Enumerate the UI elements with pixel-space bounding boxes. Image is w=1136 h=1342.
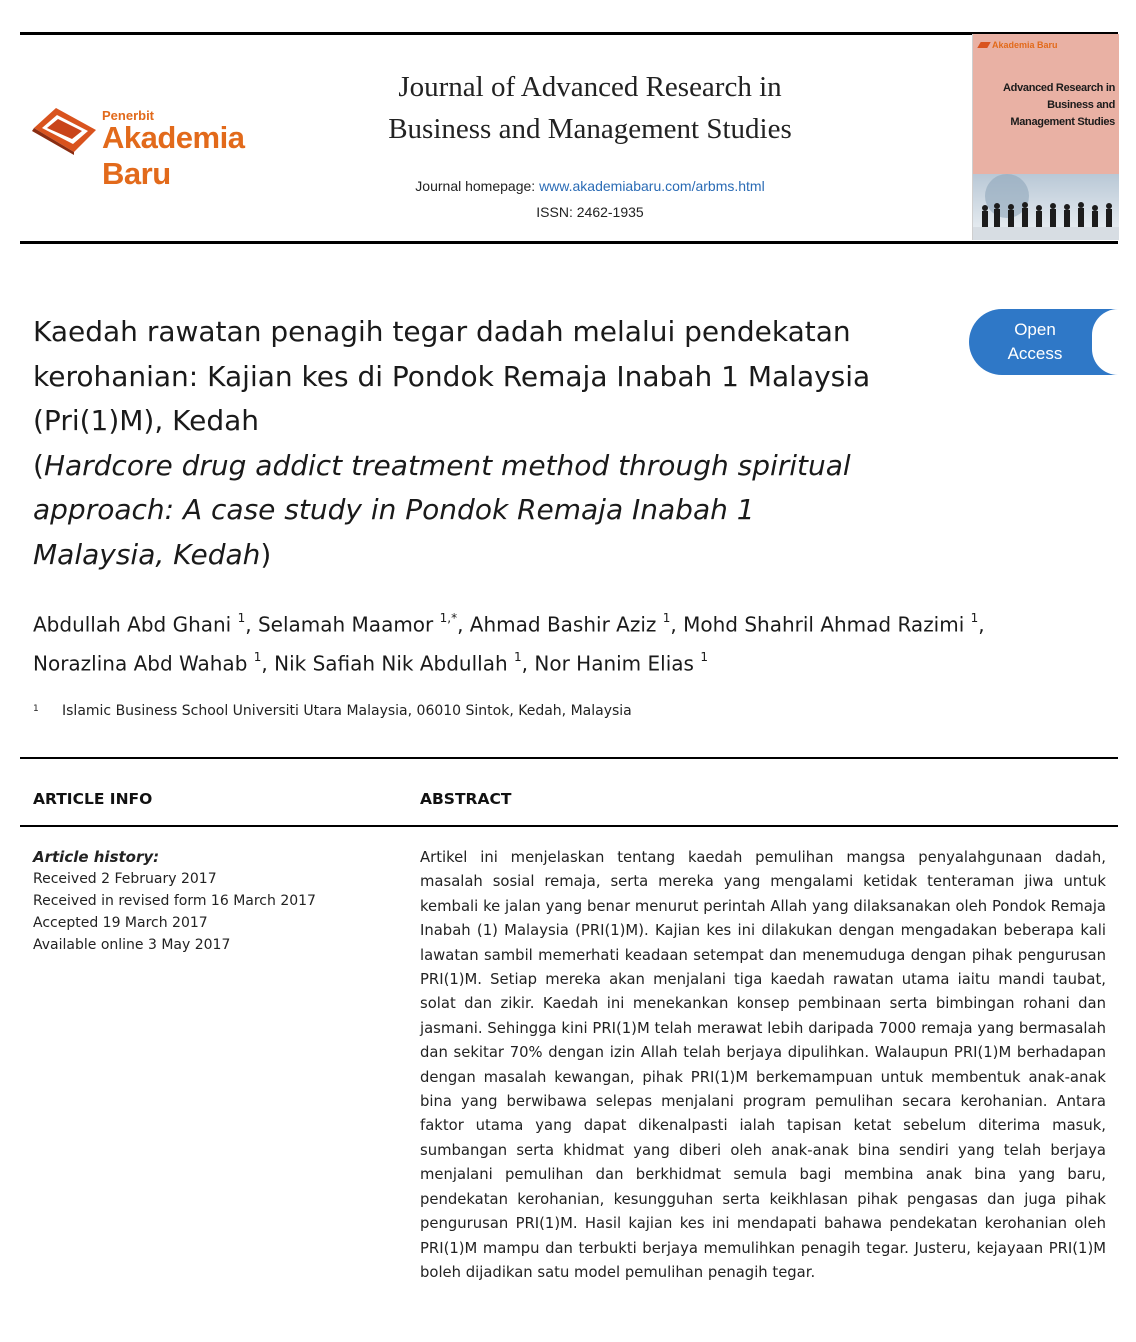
history-revised: Received in revised form 16 March 2017 xyxy=(33,893,316,909)
author-name[interactable]: Norazlina Abd Wahab xyxy=(33,651,254,676)
author-affiliation-mark: 1 xyxy=(700,649,708,664)
article-history xyxy=(33,846,403,956)
title-en-open-paren: ( xyxy=(33,448,44,482)
affiliation-number: 1 xyxy=(33,704,39,714)
author-list xyxy=(33,603,1123,680)
issn: ISSN: 2462-1935 xyxy=(536,204,644,220)
affiliation: Islamic Business School Universiti Utara Malaysia, 06010 Sintok, Kedah, Malaysia xyxy=(62,703,632,719)
journal-title-line-1: Journal of Advanced Research in xyxy=(398,71,782,103)
history-received: Received 2 February 2017 xyxy=(33,871,217,887)
cover-title-line: Management Studies xyxy=(1010,116,1115,128)
abstract-heading: ABSTRACT xyxy=(420,790,512,808)
title-en-close-paren: ) xyxy=(260,537,272,571)
journal-title-line-2: Business and Management Studies xyxy=(388,113,792,145)
author-affiliation-mark: 1 xyxy=(662,611,671,625)
journal-title xyxy=(330,66,850,150)
article-title xyxy=(33,310,933,577)
author-affiliation-mark: 1 xyxy=(514,649,522,664)
header-bottom-rule xyxy=(20,241,1118,244)
author-affiliation-mark: 1 xyxy=(970,611,979,625)
title-en-line xyxy=(33,444,933,489)
history-online: Available online 3 May 2017 xyxy=(33,937,231,953)
cover-title xyxy=(995,80,1115,131)
author-line-2: Norazlina Abd Wahab $^1$, Nik Safiah Nik Abdullah $^1$, Nor Hanim Elias $^1$ xyxy=(33,649,708,676)
abstract-text: Artikel ini menjelaskan tentang kaedah pemulihan mangsa penyalahgunaan dadah, masalah sosial remaja, serta mereka yang mengalami ketidak tenteraman jiwa untuk kembali ke jalan yang benar menurut perintah Allah yang dilaksanakan oleh Pondok Remaja Inabah (1) Malaysia (PRI(1)M). Kajian kes ini dilakukan dengan mengadakan beberapa kali lawatan sambil memerhati keadaan setempat dan menemuduga dengan pihak pengurusan PRI(1)M. Setiap mereka akan menjalani tiga kaedah rawatan utama iaitu mandi taubat, solat dan zikir. Kaedah ini menekankan konsep pembinaan serta bimbingan rohani dan jasmani. Sehingga kini PRI(1)M telah merawat lebih daripada 7000 remaja yang bermasalah dan sekitar 70% dengan izin Allah telah berjaya dipulihkan. Walaupun PRI(1)M berhadapan dengan masalah kewangan, pihak PRI(1)M berkemampuan untuk membentuk anak-anak bina yang berwibawa selepas menjalani program pemulihan secara kerohanian. Antara faktor utama yang dapat dikenalpasti ialah tapisan ketat sebelum diterima masuk, sumbangan serta khidmat yang diberi oleh anak-anak bina sendiri yang telah berjaya menjalani pemulihan dan berkhidmat semula bagi membina anak bina yang baru, pendekatan kerohanian, kesungguhan serta keikhlasan pihak pengasas dan juga pihak pengurusan PRI(1)M. Hasil kajian kes ini mendapati bahawa pendekatan kerohanian oleh PRI(1)M mampu dan terbukti berjaya memulihkan penagih tegar. Justeru, kejayaan PRI(1)M boleh dijadikan satu model pemulihan penagih tegar. xyxy=(420,849,1106,1281)
journal-homepage xyxy=(330,178,850,194)
publisher-logo[interactable] xyxy=(30,100,290,191)
homepage-link[interactable]: www.akademiabaru.com/arbms.html xyxy=(539,178,765,194)
title-en-text: Malaysia, Kedah xyxy=(33,537,261,571)
cover-crowd-image xyxy=(973,174,1119,240)
title-ms-line: kerohanian: Kajian kes di Pondok Remaja Inabah 1 Malaysia xyxy=(33,359,871,393)
section-header-rule xyxy=(20,825,1118,827)
history-accepted: Accepted 19 March 2017 xyxy=(33,915,208,931)
open-access-label xyxy=(987,318,1083,366)
title-ms-line: Kaedah rawatan penagih tegar dadah melalui pendekatan xyxy=(33,315,851,348)
cover-logo-icon xyxy=(977,42,990,48)
author-line-1: Abdullah Abd Ghani $^1$, Selamah Maamor $^{1,*}$, Ahmad Bashir Aziz $^1$, Mohd Shahril Ahmad Razimi $^1$, xyxy=(33,611,985,637)
header-top-rule xyxy=(20,32,1118,35)
author-name[interactable]: Nik Safiah Nik Abdullah xyxy=(274,651,515,676)
cover-title-line: Business and xyxy=(1047,99,1115,111)
open-access-line-1: Open xyxy=(1014,320,1056,339)
title-en-text: Hardcore drug addict treatment method through spiritual xyxy=(43,448,851,482)
title-en-line: approach: A case study in Pondok Remaja Inabah 1 xyxy=(33,493,755,526)
publisher-name: Akademia Baru xyxy=(102,120,245,191)
author-affiliation-mark: 1 xyxy=(253,649,262,664)
book-logo-icon xyxy=(30,106,104,156)
author-name[interactable]: Nor Hanim Elias xyxy=(534,651,701,676)
open-access-line-2: Access xyxy=(1007,344,1063,363)
author-name[interactable]: Mohd Shahril Ahmad Razimi xyxy=(683,612,971,637)
author-affiliation-mark: 1,* xyxy=(439,611,458,625)
author-name[interactable]: Abdullah Abd Ghani xyxy=(33,612,238,637)
publisher-small-label: Penerbit xyxy=(102,108,155,123)
cover-brand-text: Akademia Baru xyxy=(992,40,1058,50)
article-info-heading: ARTICLE INFO xyxy=(33,790,153,808)
journal-cover-thumbnail[interactable] xyxy=(972,34,1119,240)
author-affiliation-mark: 1 xyxy=(237,611,246,625)
title-ms-line: (Pri(1)M), Kedah xyxy=(33,404,260,437)
cover-title-line: Advanced Research in xyxy=(1003,82,1115,94)
author-name[interactable]: Ahmad Bashir Aziz xyxy=(469,612,663,637)
section-top-rule xyxy=(20,757,1118,759)
cover-brand xyxy=(979,40,1058,50)
author-name[interactable]: Selamah Maamor xyxy=(257,612,440,637)
homepage-label: Journal homepage: xyxy=(415,178,540,194)
article-history-heading: Article history: xyxy=(33,848,160,866)
title-en-line xyxy=(33,533,933,578)
